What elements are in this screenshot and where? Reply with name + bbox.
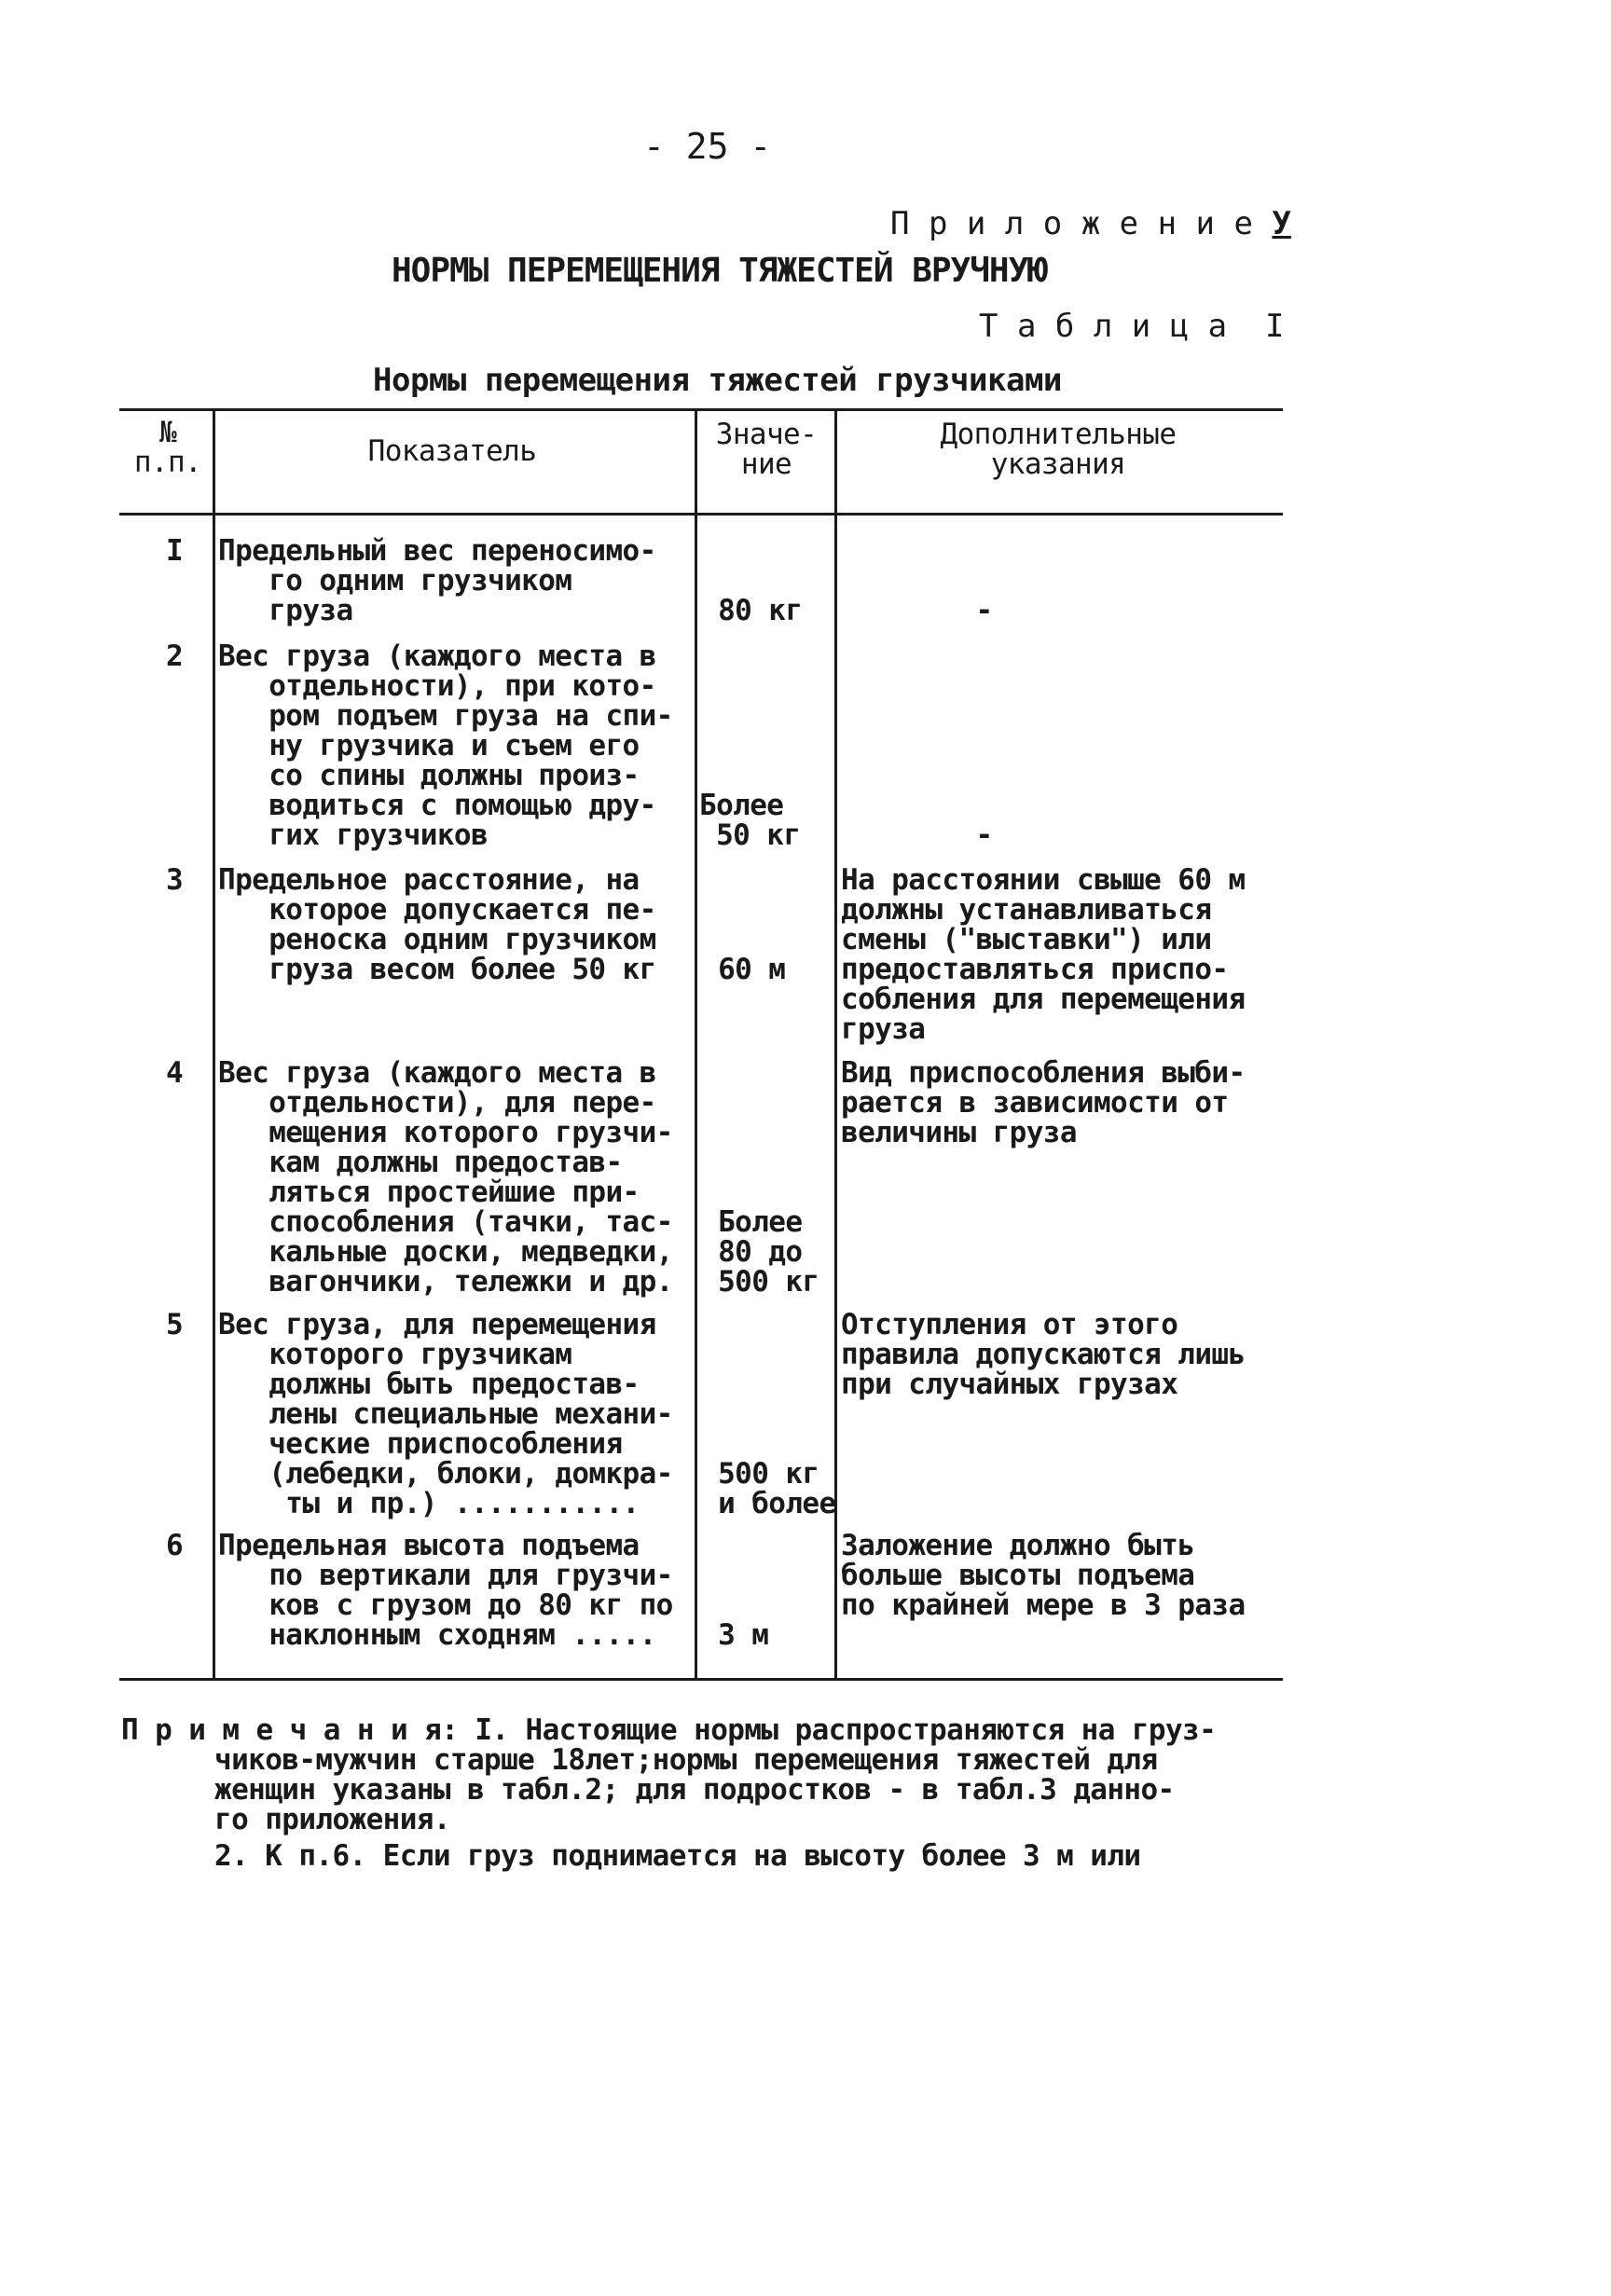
row-2-indicator: Вес груза (каждого места в отдельности), при кото- ром подъем груза на спи- ну грузчика и съем его со спины должны произ- водиться с помощью дру- гих грузчиков <box>218 639 673 852</box>
notes-line-1: I. Настоящие нормы распространяются на груз- <box>458 1713 1217 1747</box>
header-indicator: Показатель <box>367 434 537 468</box>
notes-line-4: го приложения. <box>214 1803 450 1836</box>
header-num: № п.п. <box>133 416 202 479</box>
row-6-value: 3 м <box>718 1618 769 1652</box>
notes-line-2: чиков-мужчин старше 18лет;нормы перемещения тяжестей для <box>214 1743 1158 1777</box>
table-col-rule-2 <box>695 410 697 1680</box>
row-5-indicator: Вес груза, для перемещения которого грузчикам должны быть предостав- лены специальные механи- ческие приспособления (лебедки, блоки, домкра- ты и пр.) ........... <box>218 1308 673 1520</box>
main-title: НОРМЫ ПЕРЕМЕЩЕНИЯ ТЯЖЕСТЕЙ ВРУЧНУЮ <box>392 252 1047 290</box>
header-value: Значе- ние <box>715 418 818 481</box>
row-2-num: 2 <box>166 639 184 673</box>
notes-line-5: 2. К п.6. Если груз поднимается на высоту более 3 м или <box>214 1839 1141 1873</box>
row-4-num: 4 <box>166 1056 184 1090</box>
row-6-indicator: Предельная высота подъема по вертикали для грузчи- ков с грузом до 80 кг по наклонным сходням ..... <box>218 1529 673 1652</box>
row-1-indicator: Предельный вес переносимо- го одним грузчиком груза <box>218 534 656 627</box>
row-6-num: 6 <box>166 1529 184 1562</box>
row-4-notes: Вид приспособления выби- рается в зависимости от величины груза <box>841 1056 1246 1149</box>
row-2-notes: - <box>975 818 993 852</box>
row-5-num: 5 <box>166 1308 184 1341</box>
row-2-value: Более 50 кг <box>699 789 801 852</box>
row-3-num: 3 <box>166 863 184 897</box>
row-5-value: 500 кг и более <box>718 1457 836 1520</box>
table-header-rule <box>119 513 1283 516</box>
row-3-indicator: Предельное расстояние, на которое допускается пе- реноска одним грузчиком груза весом более 50 кг <box>218 863 656 986</box>
notes-label <box>121 1715 1216 1745</box>
row-6-notes: Заложение должно быть больше высоты подъема по крайней мере в 3 раза <box>841 1529 1246 1622</box>
table-caption: Нормы перемещения тяжестей грузчиками <box>373 362 1062 399</box>
notes-label-text: П р и м е ч а н и я: <box>121 1713 459 1747</box>
row-5-notes: Отступления от этого правила допускаются лишь при случайных грузах <box>841 1308 1246 1401</box>
table-bottom-rule <box>119 1678 1283 1681</box>
row-1-num: I <box>166 534 184 568</box>
table-label: Т а б л и ц а I <box>979 308 1285 345</box>
notes-line-3: женщин указаны в табл.2; для подростков - в табл.3 данно- <box>214 1773 1175 1807</box>
row-3-value: 60 м <box>718 953 786 986</box>
row-1-notes: - <box>975 594 993 627</box>
table-top-rule <box>119 408 1283 411</box>
row-1-value: 80 кг <box>718 594 803 627</box>
appendix-number: У <box>1272 205 1291 242</box>
table-col-rule-1 <box>213 410 215 1680</box>
page-number: - 25 - <box>643 126 772 167</box>
row-3-notes: На расстоянии свыше 60 м должны устанавливаться смены ("выставки") или предоставляться приспо- собления для перемещения груза <box>841 863 1246 1046</box>
appendix-word: П р и л о ж е н и е <box>890 205 1273 242</box>
row-4-indicator: Вес груза (каждого места в отдельности), для пере- мещения которого грузчи- кам должны предостав- ляться простейшие при- способления (тачки, тас- кальные доски, медведки, вагончики, тележки и др. <box>218 1056 673 1299</box>
header-notes: Дополнительные указания <box>940 418 1177 481</box>
appendix-label <box>890 205 1291 242</box>
row-4-value: Более 80 до 500 кг <box>718 1205 819 1299</box>
